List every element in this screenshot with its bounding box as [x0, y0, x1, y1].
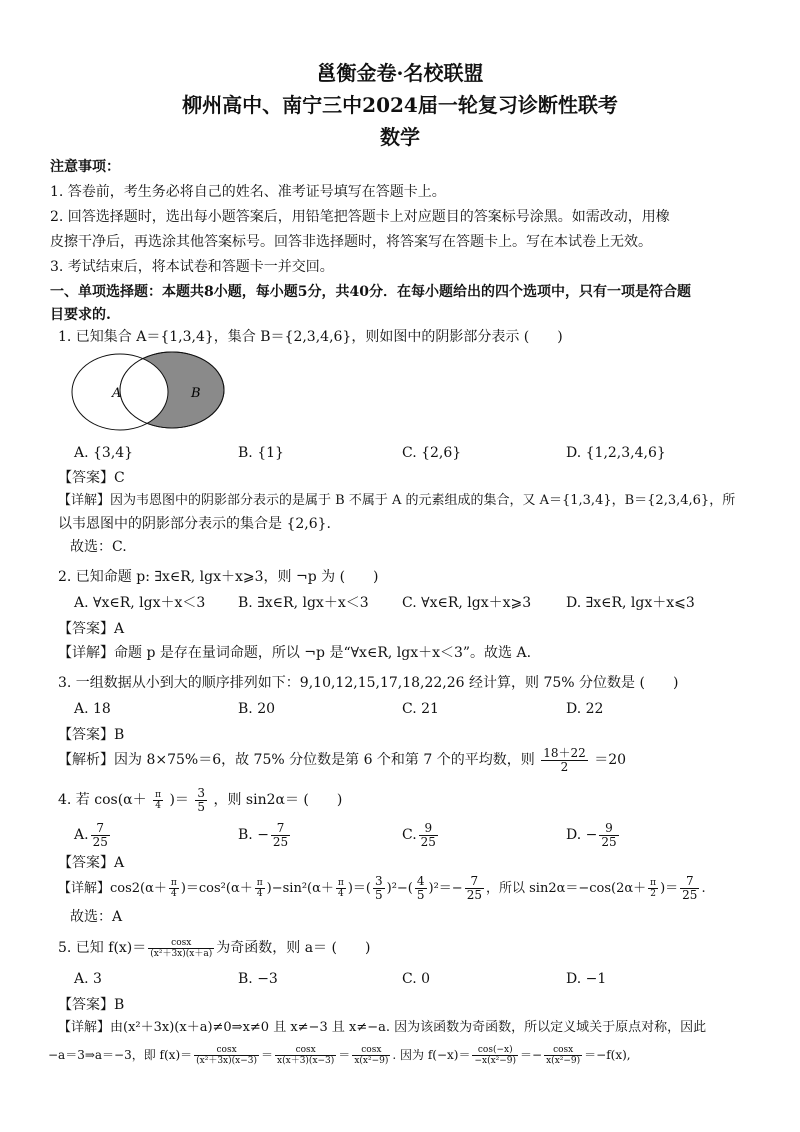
- q4-d1: 【详解】cos2(α＋: [58, 881, 167, 896]
- q4-d3: )−sin²(α＋: [266, 881, 334, 896]
- q5-d2-frac-5: [544, 1045, 582, 1066]
- q1-option-d: D. {1,2,3,4,6}: [566, 445, 666, 461]
- q3-option-d: D. 22: [566, 701, 604, 717]
- q2-option-a: A. ∀x∈R, lgx＋x＜3: [74, 595, 206, 611]
- q5-d2-eq-2: ＝: [338, 1048, 351, 1062]
- q4-opt-b-label: B. −: [238, 827, 269, 843]
- section-heading-cont: 目要求的.: [50, 307, 111, 323]
- q5-option-d: D. −1: [566, 971, 607, 987]
- q5-d2-frac-4: [472, 1045, 518, 1066]
- q4-answer: 【答案】A: [58, 855, 125, 871]
- q4-opt-d-label: D. −: [566, 827, 598, 843]
- q3-detail-fraction: [541, 747, 588, 774]
- q4-d-frac-1: [169, 878, 179, 899]
- q4-detail: [58, 874, 706, 904]
- q3-frac-den: 2: [560, 759, 569, 774]
- q3-detail-text: 【解析】因为 8×75%＝6，故 75% 分位数是第 6 个和第 7 个的平均数，则: [58, 752, 535, 768]
- q4-stem-post: ，则 sin2α＝ ( ): [213, 792, 343, 808]
- q5-answer: 【答案】B: [58, 997, 125, 1013]
- notice-item-3: 3. 考试结束后，将本试卷和答题卡一并交回。: [50, 259, 334, 275]
- q4-stem-pre: 4. 若 cos(α＋: [58, 792, 147, 808]
- q4-d-period: .: [701, 881, 706, 896]
- q4-d-frac-5-den: 5: [416, 888, 425, 902]
- q5-stem-frac: [148, 938, 214, 959]
- q5-d2-frac-4-num: cos(−x): [472, 1045, 518, 1056]
- q4-detail-end: 故选：A: [70, 909, 123, 925]
- q4-pi: π: [155, 789, 162, 800]
- q5-d2-frac-2-num: cosx: [275, 1045, 336, 1056]
- q5-option-b: B. −3: [238, 971, 278, 987]
- q2-option-c: C. ∀x∈R, lgx＋x⩾3: [402, 595, 532, 611]
- q4-d-frac-1-num: π: [170, 878, 177, 888]
- q5-d2-eq-neg: ＝−: [520, 1048, 543, 1062]
- q4-d-frac-7-den: 2: [650, 889, 656, 899]
- q5-stem-den: (x²＋3x)(x＋a): [150, 948, 213, 959]
- q5-d2-frac-3-den: x(x²−9): [354, 1056, 389, 1066]
- notice-item-2: 2. 回答选择题时，选出每小题答案后，用铅笔把答题卡上对应题目的答案标号涂黑。如需改动，用橡: [50, 209, 670, 225]
- q5-stem: [58, 934, 370, 962]
- q4-option-c: [402, 820, 440, 850]
- q4-stem-value-frac: [195, 787, 207, 814]
- q1-option-b: B. {1}: [238, 445, 284, 461]
- q3-stem: 3. 一组数据从小到大的顺序排列如下：9,10,12,15,17,18,22,26 经计算，则 75% 分位数是 ( ): [58, 675, 679, 691]
- q5-option-a: A. 3: [74, 971, 102, 987]
- section-heading: 一、单项选择题：本题共8小题，每小题5分，共40分．在每小题给出的四个选项中，只有一项是符合题: [50, 284, 691, 300]
- q4-option-a: [74, 820, 112, 850]
- q1-detail: 【详解】因为韦恩图中的阴影部分表示的是属于 B 不属于 A 的元素组成的集合，又 A＝{1,3,4}，B＝{2,3,4,6}，所: [58, 493, 736, 508]
- q3-option-c: C. 21: [402, 701, 439, 717]
- q2-answer: 【答案】A: [58, 621, 125, 637]
- q4-d7: ，所以 sin2α＝−cos(2α＋: [485, 881, 647, 896]
- q1-detail-cont: 以韦恩图中的阴影部分表示的集合是 {2,6}.: [58, 516, 331, 532]
- q4-stem-mid: )＝: [169, 792, 189, 808]
- q5-d2-pre: −a＝3⇒a＝−3，即 f(x)＝: [48, 1048, 193, 1062]
- q3-frac-num: 18＋22: [543, 745, 586, 760]
- q5-d2-frac-2-den: x(x＋3)(x−3): [277, 1056, 335, 1066]
- venn-label-b: B: [191, 386, 201, 401]
- q5-d2-frac-5-num: cosx: [544, 1045, 582, 1056]
- q4-d-frac-5-num: 4: [416, 874, 425, 888]
- exam-series-title: 邕衡金卷·名校联盟: [316, 61, 484, 85]
- q5-d2-mid: . 因为 f(−x)＝: [392, 1048, 471, 1062]
- venn-label-a: A: [112, 386, 122, 401]
- q4-d5: )²−(: [386, 881, 413, 896]
- q4-opt-a-frac: [91, 822, 110, 849]
- q1-option-a: A. {3,4}: [74, 445, 134, 461]
- q4-d-frac-7: [648, 878, 658, 899]
- q2-option-b: B. ∃x∈R, lgx＋x＜3: [238, 595, 369, 611]
- notice-item-1: 1. 答卷前，考生务必将自己的姓名、准考证号填写在答题卡上。: [50, 184, 446, 200]
- q2-option-d: D. ∃x∈R, lgx＋x⩽3: [566, 595, 695, 611]
- q4-d2: )＝cos²(α＋: [180, 881, 253, 896]
- q5-detail-cont: [48, 1040, 631, 1070]
- q4-d-frac-8: [680, 875, 699, 902]
- q4-d-frac-2: [255, 878, 265, 899]
- q4-opt-d-den: 25: [601, 834, 617, 849]
- q4-d-frac-4-den: 5: [374, 888, 383, 902]
- q4-option-d: [566, 820, 621, 850]
- q5-d2-frac-1-den: (x²＋3x)(x−3): [196, 1056, 258, 1066]
- q4-d-frac-3: [336, 878, 346, 899]
- q1-answer: 【答案】C: [58, 470, 125, 486]
- q5-stem-post: 为奇函数，则 a＝ ( ): [216, 940, 371, 956]
- q4-opt-b-num: 7: [271, 822, 290, 836]
- q4-d-frac-8-den: 25: [682, 888, 698, 902]
- q4-opt-c-num: 9: [419, 822, 438, 836]
- q4-opt-c-label: C.: [402, 827, 417, 843]
- q3-answer: 【答案】B: [58, 727, 125, 743]
- q1-stem: 1. 已知集合 A＝{1,3,4}，集合 B＝{2,3,4,6}，则如图中的阴影部分表示 ( ): [58, 329, 563, 345]
- q4-d-frac-3-den: 4: [338, 889, 344, 899]
- q4-d-frac-4: [373, 875, 385, 902]
- q4-d-frac-1-den: 4: [171, 889, 177, 899]
- q4-opt-c-frac: [419, 822, 438, 849]
- exam-title: 柳州高中、南宁三中2024届一轮复习诊断性联考: [182, 93, 618, 117]
- q4-opt-b-frac: [271, 822, 290, 849]
- q4-d-frac-2-num: π: [256, 878, 263, 888]
- q3-detail: [58, 746, 626, 774]
- q5-d2-frac-3-num: cosx: [352, 1045, 390, 1056]
- q5-option-c: C. 0: [402, 971, 431, 987]
- q5-d2-frac-3: [352, 1045, 390, 1066]
- q4-opt-d-frac: [599, 822, 618, 849]
- notice-heading: 注意事项：: [50, 159, 120, 175]
- q5-d2-eq-1: ＝: [261, 1048, 274, 1062]
- q5-stem-pre: 5. 已知 f(x)＝: [58, 940, 147, 956]
- q4-d-frac-6-den: 25: [466, 888, 482, 902]
- q4-opt-d-num: 9: [599, 822, 618, 836]
- q4-opt-c-den: 25: [420, 834, 436, 849]
- q1-detail-end: 故选：C.: [70, 539, 127, 555]
- q4-d-frac-6: [465, 875, 484, 902]
- q5-d2-frac-5-den: x(x²−9): [546, 1056, 581, 1066]
- q4-d-frac-2-den: 4: [256, 889, 263, 899]
- q4-d-frac-3-num: π: [337, 878, 344, 888]
- q4-d8: )＝: [660, 881, 679, 896]
- q4-opt-a-num: 7: [91, 822, 110, 836]
- q4-stem-pi-frac: [153, 790, 163, 811]
- subject-title: 数学: [380, 125, 420, 149]
- q4-five: 5: [197, 799, 206, 814]
- q4-option-b: [238, 820, 292, 850]
- q5-d2-frac-4-den: −x(x²−9): [474, 1056, 517, 1066]
- q4-d6: )²＝−: [428, 881, 463, 896]
- q4-four: 4: [155, 800, 161, 811]
- q4-opt-a-den: 25: [92, 834, 108, 849]
- q4-three: 3: [197, 785, 206, 800]
- q5-d2-frac-1-num: cosx: [194, 1045, 259, 1056]
- q4-d-frac-6-num: 7: [465, 875, 484, 889]
- q4-d-frac-5: [415, 875, 427, 902]
- q4-opt-a-label: A.: [74, 827, 89, 843]
- q5-d2-frac-2: [275, 1045, 336, 1066]
- q1-option-c: C. {2,6}: [402, 445, 462, 461]
- q4-opt-b-den: 25: [272, 834, 289, 849]
- notice-item-2-cont: 皮擦干净后，再选涂其他答案标号。回答非选择题时，将答案写在答题卡上。写在本试卷上无效。: [50, 234, 652, 250]
- q5-detail: 【详解】由(x²＋3x)(x＋a)≠0⇒x≠0 且 x≠−3 且 x≠−a. 因为该函数为奇函数，所以定义域关于原点对称，因此: [58, 1020, 707, 1035]
- q4-d-frac-7-num: π: [650, 878, 657, 888]
- q5-d2-frac-1: [194, 1045, 259, 1066]
- q3-option-a: A. 18: [74, 701, 111, 717]
- q2-stem: 2. 已知命题 p: ∃x∈R, lgx＋x⩾3，则 ¬p 为 ( ): [58, 569, 379, 585]
- q5-stem-num: cosx: [148, 938, 214, 949]
- q4-d-frac-4-num: 3: [374, 874, 383, 888]
- q2-detail: 【详解】命题 p 是存在量词命题，所以 ¬p 是“∀x∈R, lgx＋x＜3”。故选 A.: [58, 645, 532, 661]
- q3-option-b: B. 20: [238, 701, 276, 717]
- q5-d2-end: ＝−f(x),: [584, 1048, 631, 1062]
- q4-stem: [58, 786, 342, 814]
- q4-d4: )＝(: [347, 881, 371, 896]
- q4-d-frac-8-num: 7: [680, 875, 699, 889]
- venn-diagram: [68, 340, 233, 432]
- q3-detail-result: ＝20: [594, 752, 627, 768]
